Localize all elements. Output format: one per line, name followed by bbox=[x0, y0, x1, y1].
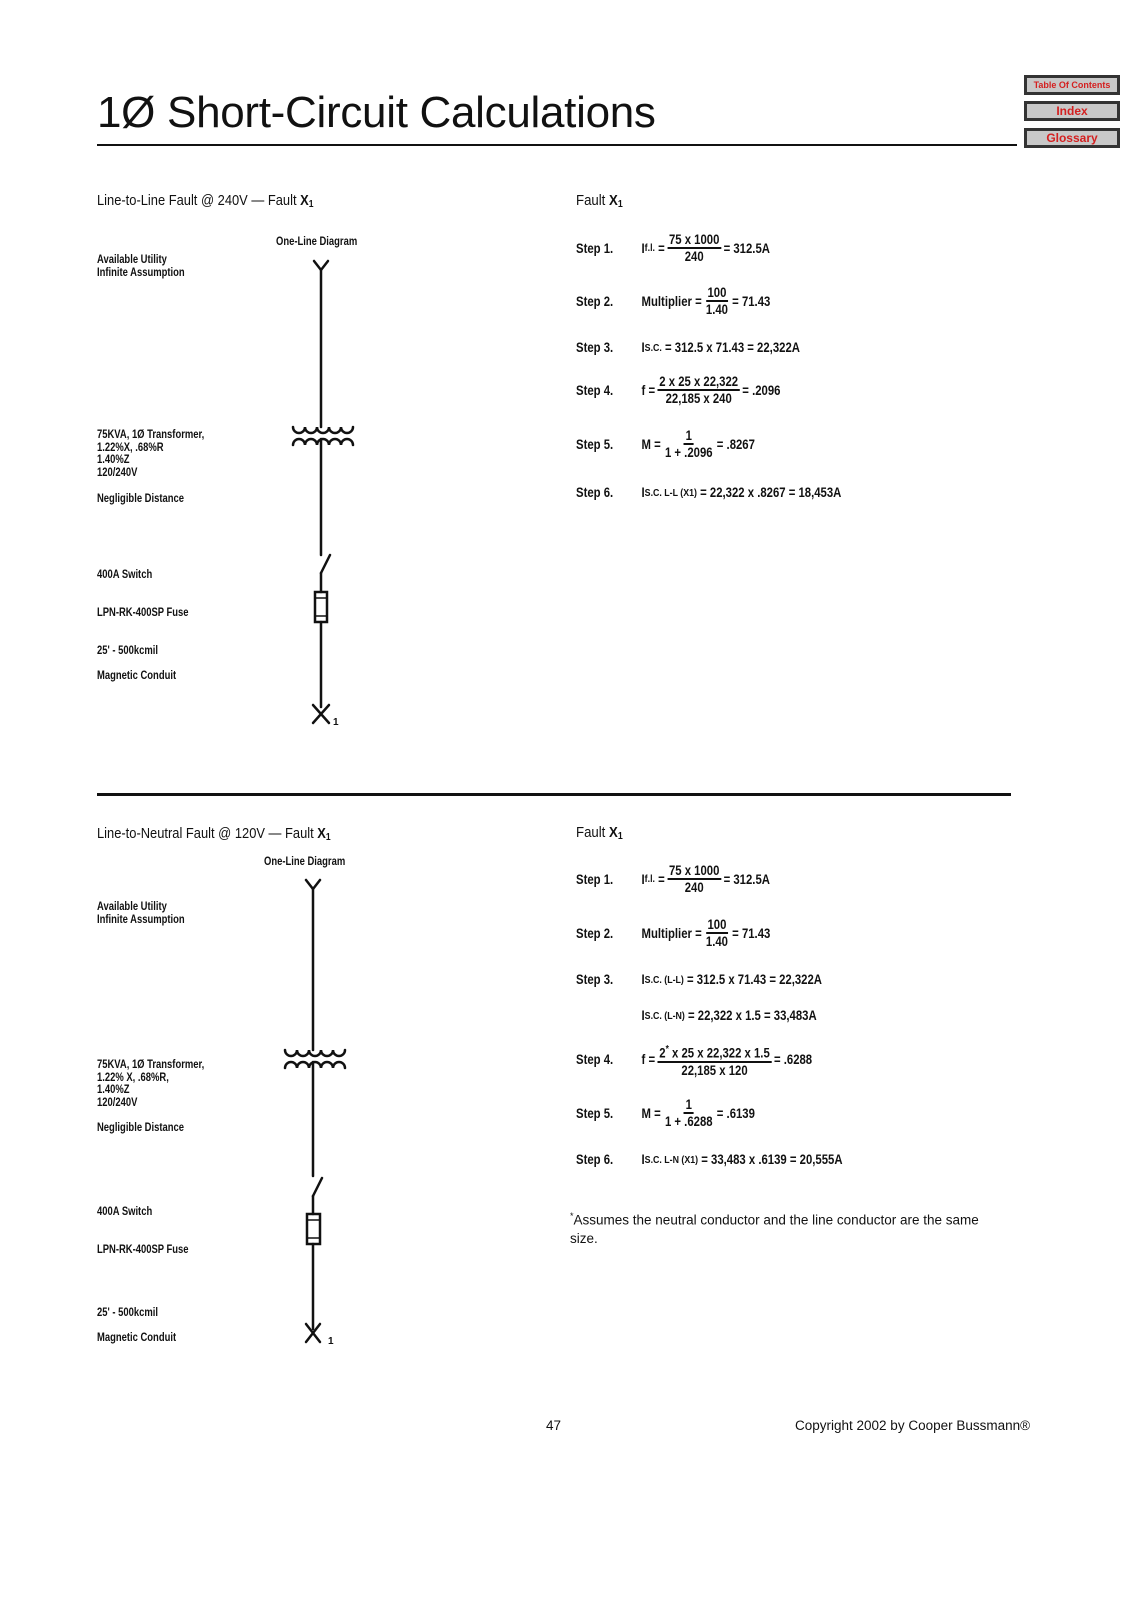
title-rule bbox=[97, 144, 1017, 146]
one-line-diagram-title: One-Line Diagram bbox=[276, 236, 358, 248]
switch-label: 400A Switch bbox=[97, 569, 153, 581]
step-lhs: I bbox=[641, 972, 645, 987]
transformer-label-line-1: 75KVA, 1Ø Transformer, bbox=[97, 1059, 205, 1071]
section-1-heading bbox=[97, 192, 314, 210]
step-result: = .2096 bbox=[742, 382, 781, 398]
step-label: Step 3. bbox=[576, 972, 614, 987]
numerator-rest: x 25 x 22,322 x 1.5 bbox=[668, 1045, 770, 1061]
numerator: 75 x 1000 bbox=[668, 232, 720, 247]
fraction bbox=[663, 428, 714, 460]
copyright: Copyright 2002 by Cooper Bussmann® bbox=[795, 1418, 1031, 1433]
fraction bbox=[667, 863, 721, 895]
step-lhs: I bbox=[641, 871, 645, 887]
table-of-contents-button[interactable]: Table Of Contents bbox=[1024, 75, 1120, 95]
step-lhs: M = bbox=[641, 436, 661, 452]
fault-x-subscript: 1 bbox=[308, 199, 314, 210]
denominator: 1.40 bbox=[705, 302, 728, 317]
denominator: 240 bbox=[684, 249, 704, 264]
fault-point-subscript: 1 bbox=[328, 1336, 334, 1347]
fault-x-label: X bbox=[317, 825, 326, 842]
calc-2-heading-text: Fault bbox=[576, 824, 610, 841]
calc-1-fault-x: X bbox=[609, 192, 618, 209]
switch-icon bbox=[321, 555, 330, 573]
step-lhs-sub: S.C. bbox=[644, 341, 662, 354]
fault-x-label: X bbox=[300, 192, 309, 209]
step-label: Step 1. bbox=[576, 240, 614, 256]
calc-2-step-3b bbox=[576, 1008, 817, 1023]
step-expression: = 22,322 x .8267 = 18,453A bbox=[700, 485, 842, 500]
transformer-label-line-2: 1.22%X, .68%R bbox=[97, 441, 164, 454]
transformer-label-line-3: 1.40%Z bbox=[97, 454, 130, 466]
step-lhs-sub: S.C. L-N (X1) bbox=[644, 1153, 699, 1166]
cable-label: 25' - 500kcmil bbox=[97, 1307, 158, 1319]
transformer-label-line-3: 1.40%Z bbox=[97, 1084, 130, 1096]
step-lhs: I bbox=[641, 340, 645, 355]
numerator: 1 bbox=[685, 1097, 692, 1112]
fraction bbox=[704, 917, 729, 949]
fraction bbox=[667, 232, 721, 264]
calc-2-fault-x-sub: 1 bbox=[617, 831, 623, 842]
calc-1-fault-x-sub: 1 bbox=[617, 199, 623, 210]
footnote-mark: * bbox=[570, 1211, 574, 1221]
conduit-label: Magnetic Conduit bbox=[97, 670, 177, 682]
step-expression: = 22,322 x 1.5 = 33,483A bbox=[688, 1008, 817, 1023]
numerator: 75 x 1000 bbox=[668, 863, 720, 878]
step-lhs: I bbox=[641, 240, 645, 256]
fraction bbox=[658, 374, 740, 406]
denominator: 1.40 bbox=[705, 934, 728, 949]
step-lhs: f = bbox=[641, 382, 656, 398]
page-title: 1Ø Short-Circuit Calculations bbox=[97, 88, 656, 137]
transformer-label-line-4: 120/240V bbox=[97, 466, 138, 479]
step-result: = 312.5A bbox=[723, 240, 770, 256]
utility-label-line-2: Infinite Assumption bbox=[97, 913, 185, 926]
one-line-diagram-1 bbox=[290, 255, 370, 735]
transformer-icon bbox=[285, 1050, 345, 1068]
step-lhs: f = bbox=[641, 1052, 656, 1068]
fraction bbox=[663, 1097, 714, 1129]
step-label: Step 3. bbox=[576, 340, 614, 355]
calc-2-step-6 bbox=[576, 1152, 843, 1167]
fraction bbox=[704, 285, 729, 317]
step-lhs-sub: S.C. (L-N) bbox=[644, 1009, 685, 1022]
step-result: = .6288 bbox=[773, 1052, 813, 1068]
section-1-heading-text: Line-to-Line Fault @ 240V — Fault bbox=[97, 192, 301, 209]
transformer-label bbox=[97, 1059, 204, 1109]
step-lhs-sub: f.l. bbox=[644, 242, 655, 254]
fault-x-subscript: 1 bbox=[325, 832, 331, 843]
step-label: Step 5. bbox=[576, 436, 614, 452]
step-label: Step 2. bbox=[576, 925, 614, 941]
step-label: Step 6. bbox=[576, 1152, 614, 1167]
calc-1-step-3 bbox=[576, 340, 800, 355]
denominator: 22,185 x 120 bbox=[681, 1062, 748, 1078]
footnote-text: Assumes the neutral conductor and the line conductor are the same size. bbox=[570, 1212, 979, 1246]
transformer-icon bbox=[293, 427, 353, 445]
calc-2-heading bbox=[576, 824, 623, 842]
numerator-two: 2 bbox=[659, 1045, 666, 1061]
calc-1-step-6 bbox=[576, 485, 841, 500]
numerator: 2 x 25 x 22,322 bbox=[659, 374, 739, 389]
step-expression: = 312.5 x 71.43 = 22,322A bbox=[687, 972, 822, 987]
utility-label-line-1: Available Utility bbox=[97, 901, 167, 913]
step-result: = .6139 bbox=[716, 1105, 755, 1121]
step-result: = 71.43 bbox=[732, 925, 771, 941]
footnote bbox=[570, 1207, 990, 1248]
step-expression: = 312.5 x 71.43 = 22,322A bbox=[665, 340, 800, 355]
denominator: 22,185 x 240 bbox=[665, 391, 732, 406]
page-number: 47 bbox=[546, 1418, 562, 1433]
fuse-icon bbox=[307, 1214, 320, 1244]
calc-1-heading bbox=[576, 192, 623, 210]
footnote-asterisk: * bbox=[665, 1044, 669, 1055]
numerator: 1 bbox=[685, 428, 692, 443]
numerator: 100 bbox=[707, 285, 727, 300]
fuse-label: LPN-RK-400SP Fuse bbox=[97, 1244, 189, 1256]
cable-label: 25' - 500kcmil bbox=[97, 645, 158, 657]
calc-2-step-1: Step 1. I f.l. = $\frac{75 x 1000}{240}$ = 312.5A bbox=[576, 863, 770, 895]
switch-label: 400A Switch bbox=[97, 1206, 153, 1218]
step-label: Step 1. bbox=[576, 871, 614, 887]
step-result: = .8267 bbox=[716, 436, 755, 452]
fuse-icon bbox=[315, 592, 327, 622]
calc-1-step-1: Step 1. I f.l. = $\frac{75 x 1000}{240}$ = 312.5A bbox=[576, 232, 770, 264]
utility-label bbox=[97, 901, 185, 926]
section-2-heading bbox=[97, 825, 331, 843]
calc-2-step-5 bbox=[576, 1097, 755, 1129]
denominator: 240 bbox=[684, 880, 704, 895]
transformer-label-line-4: 120/240V bbox=[97, 1096, 138, 1109]
numerator: 100 bbox=[707, 917, 727, 932]
step-result: = 71.43 bbox=[732, 293, 771, 309]
step-lhs-sub: S.C. (L-L) bbox=[644, 973, 684, 986]
distance-label: Negligible Distance bbox=[97, 493, 184, 505]
calc-2-step-3 bbox=[576, 972, 822, 987]
step-label: Step 4. bbox=[576, 1052, 614, 1068]
utility-label bbox=[97, 254, 185, 279]
calc-2-step-2 bbox=[576, 917, 770, 949]
utility-label-line-1: Available Utility bbox=[97, 254, 167, 266]
step-label: Step 6. bbox=[576, 485, 614, 500]
step-label: Step 5. bbox=[576, 1105, 614, 1121]
fuse-label: LPN-RK-400SP Fuse bbox=[97, 607, 189, 619]
utility-label-line-2: Infinite Assumption bbox=[97, 266, 185, 279]
switch-icon bbox=[313, 1178, 322, 1196]
step-label: Step 4. bbox=[576, 382, 614, 398]
step-lhs: I bbox=[641, 1008, 645, 1023]
section-2-heading-text: Line-to-Neutral Fault @ 120V — Fault bbox=[97, 825, 318, 842]
step-expression: = 33,483 x .6139 = 20,555A bbox=[701, 1152, 843, 1167]
calc-1-step-5 bbox=[576, 428, 755, 460]
fraction bbox=[658, 1042, 772, 1078]
fault-point-subscript: 1 bbox=[333, 717, 339, 728]
transformer-label-line-2: 1.22% X, .68%R, bbox=[97, 1071, 169, 1084]
transformer-label-line-1: 75KVA, 1Ø Transformer, bbox=[97, 429, 205, 441]
calc-1-step-2 bbox=[576, 285, 770, 317]
step-lhs-sub: f.l. bbox=[644, 873, 655, 885]
calc-1-heading-text: Fault bbox=[576, 192, 610, 209]
transformer-label bbox=[97, 429, 204, 479]
index-button[interactable]: Index bbox=[1024, 101, 1120, 121]
step-lhs: I bbox=[641, 1152, 645, 1167]
denominator: 1 + .6288 bbox=[664, 1114, 713, 1129]
numerator bbox=[658, 1042, 772, 1063]
step-lhs: I bbox=[641, 485, 645, 500]
step-lhs: Multiplier = bbox=[641, 925, 702, 941]
utility-source-icon bbox=[314, 261, 328, 270]
denominator: 1 + .2096 bbox=[664, 445, 713, 460]
step-lhs: M = bbox=[641, 1105, 661, 1121]
glossary-button[interactable]: Glossary bbox=[1024, 128, 1120, 148]
step-label: Step 2. bbox=[576, 293, 614, 309]
calc-1-step-4 bbox=[576, 374, 780, 406]
distance-label: Negligible Distance bbox=[97, 1122, 184, 1134]
calc-2-fault-x: X bbox=[609, 824, 618, 841]
step-lhs-sub: S.C. L-L (X1) bbox=[644, 486, 697, 499]
conduit-label: Magnetic Conduit bbox=[97, 1332, 177, 1344]
section-divider bbox=[97, 793, 1011, 796]
one-line-diagram-title: One-Line Diagram bbox=[264, 856, 346, 868]
calc-2-step-4 bbox=[576, 1042, 812, 1078]
step-result: = 312.5A bbox=[723, 871, 770, 887]
utility-source-icon bbox=[306, 880, 320, 889]
step-lhs: Multiplier = bbox=[641, 293, 702, 309]
one-line-diagram-2 bbox=[282, 874, 362, 1354]
